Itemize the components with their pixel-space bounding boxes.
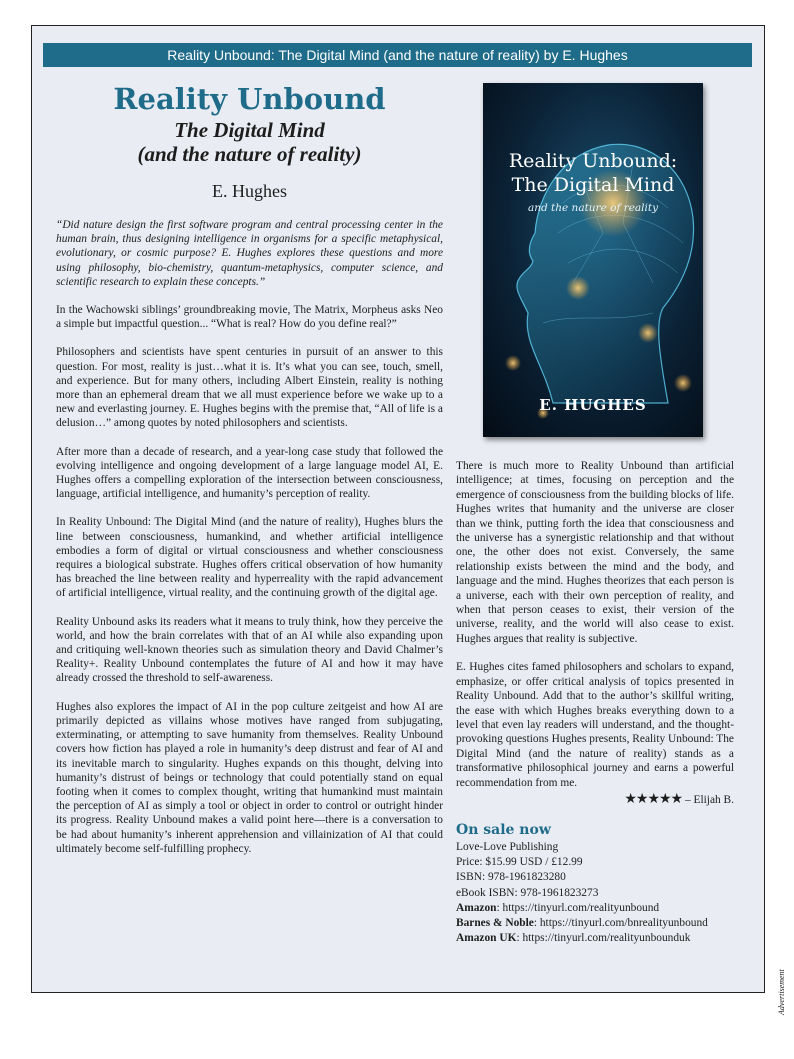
book-cover-image bbox=[483, 83, 703, 437]
cover-title-line-1: Reality Unbound: bbox=[508, 150, 678, 172]
publisher: Love-Love Publishing bbox=[456, 840, 559, 853]
paragraph: In Reality Unbound: The Digital Mind (and the nature of reality), Hughes blurs the line between consciousness, humankind, and whether artificial intelligence embodies a form of digital or virtual consciousness and whether consciousness requires a biological substrate. Hughes offers critical observation of how humanity has breached the line between reality and hyperreality with the rapid advancement of artificial intelligence, virtual reality, and the continuing growth of the digital age. bbox=[56, 516, 443, 600]
purchase-info bbox=[456, 840, 734, 946]
paragraph: Hughes also explores the impact of AI in the pop culture zeitgeist and how AI are primarily depicted as villains whose motives have ranged from subjugating, exterminating, or attempting to save humanity from themselves. Reality Unbound covers how fiction has played a role in humanity’s deep distrust and fear of AI and its inevitable march to singularity. Hughes expands on this thought, delving into humanity’s distrust of beings or technology that could potentially stand on equal footing when it comes to complex thought, writing that humankind must maintain the perception of AI as simply a tool or object in order to control or outright hinder its progress. Reality Unbound makes a valid point here—there is a conversation to be had about humanity’s inherent apprehension and villainization of AI that could ultimately become self-fulfilling prophecy. bbox=[56, 700, 443, 855]
ad-frame bbox=[31, 25, 765, 993]
book-blurb-quote: “Did nature design the first software program and central processing center in the human brain, thus designing intelligence in organisms for a specific metaphysical, evolutionary, or cosmic purpose? E. Hughes explores these questions and more using philosophy, bio-chemistry, quantum-metaphysics, computer science, and scientific research to explain these concepts.” bbox=[56, 219, 443, 288]
paragraph: After more than a decade of research, and a year-long case study that followed the evolving intelligence and ongoing development of a large language model AI, E. Hughes offers a compelling exploration of the intersection between consciousness, language, artificial intelligence, and humanity’s perception of reality. bbox=[56, 445, 443, 501]
paragraph: In the Wachowski siblings’ groundbreaking movie, The Matrix, Morpheus asks Neo a simple but impactful question... “What is real? How do you define real?” bbox=[56, 304, 443, 331]
advertisement-label: Advertisement bbox=[777, 969, 786, 1015]
amazon-uk-link[interactable]: Amazon UK: https://tinyurl.com/realityunbounduk bbox=[456, 932, 691, 945]
price: Price: $15.99 USD / £12.99 bbox=[456, 856, 583, 869]
cover-subtitle: and the nature of reality bbox=[527, 202, 659, 214]
paragraph: E. Hughes cites famed philosophers and scholars to expand, emphasize, or offer critical analysis of topics presented in Reality Unbound. Add that to the author’s skillful writing, the ease with which Hughes breaks everything down to a level that even lay readers will understand, and the thought-provoking questions Hughes presents, Reality Unbound: The Digital Mind (and the nature of reality) stands as a transformative philosophical journey and earns a powerful recommendation from me. bbox=[456, 661, 734, 789]
reviewer-name: – Elijah B. bbox=[682, 793, 734, 806]
paragraph: Reality Unbound asks its readers what it means to truly think, how they perceive the world, and how the brain correlates with that of an AI while also expanding upon and critiquing well-known theories such as simulation theory and David Chalmer’s Reality+. Reality Unbound contemplates the future of AI and how it may have already crossed the threshold to self-awareness. bbox=[56, 615, 443, 685]
book-subtitle bbox=[56, 118, 443, 166]
isbn: ISBN: 978-1961823280 bbox=[456, 871, 566, 884]
amazon-link[interactable]: Amazon: https://tinyurl.com/realityunbound bbox=[456, 901, 660, 914]
header-banner: Reality Unbound: The Digital Mind (and the nature of reality) by E. Hughes bbox=[43, 43, 752, 67]
five-star-rating-icon: ★★★★★ bbox=[624, 790, 683, 807]
cover-title-line-2: The Digital Mind bbox=[511, 174, 675, 196]
right-column bbox=[456, 459, 734, 946]
subtitle-line-1: The Digital Mind bbox=[174, 118, 325, 142]
paragraph: Philosophers and scientists have spent centuries in pursuit of an answer to this question. For most, reality is just…what it is. It’s what you can see, touch, smell, and experience. But for many others, including Albert Einstein, reality is nothing more than an ephemeral dream that we all must experience before we wake up to a new and everlasting journey. E. Hughes begins with the premise that, “All of life is a delusion…” among quotes by noted philosophers and scientists. bbox=[56, 346, 443, 430]
barnes-noble-link[interactable]: Barnes & Noble: https://tinyurl.com/bnrealityunbound bbox=[456, 916, 708, 929]
left-column bbox=[56, 82, 443, 870]
paragraph: There is much more to Reality Unbound than artificial intelligence; at times, focusing on perception and the emergence of consciousness from the building blocks of life. Hughes writes that humanity and the universe are closer than we think, putting forth the idea that consciousness and the universe has a synergistic relationship and that without one, the other does not exist. Conversely, the same relationship exists between the mind and the body, and language and the mind. Hughes theorizes that each person is a universe, each with their own perception of reality, and when that person ceases to exist, their version of the universe, reality, and the world will also cease to exist. Hughes argues that reality is subjective. bbox=[456, 460, 734, 645]
ebook-isbn: eBook ISBN: 978-1961823273 bbox=[456, 886, 599, 899]
author-name: E. Hughes bbox=[212, 181, 287, 201]
cover-author: E. HUGHES bbox=[539, 396, 647, 414]
book-title: Reality Unbound bbox=[113, 82, 386, 116]
subtitle-line-2: (and the nature of reality) bbox=[137, 142, 362, 166]
review-rating bbox=[456, 792, 734, 807]
on-sale-heading: On sale now bbox=[456, 821, 551, 838]
review-body-left bbox=[56, 218, 443, 856]
